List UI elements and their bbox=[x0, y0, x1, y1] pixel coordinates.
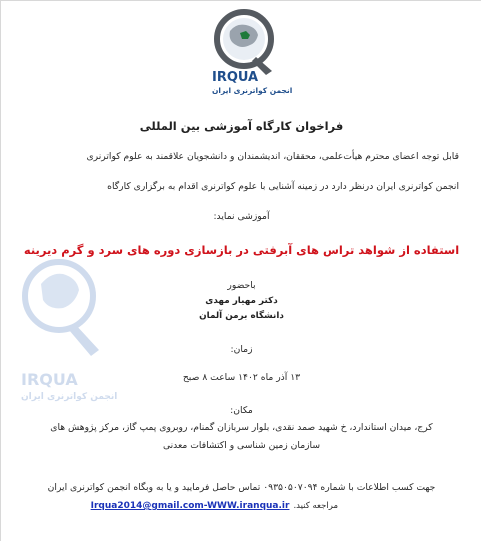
intro-line-1: قابل توجه اعضای محترم هیأت‌علمی، محققان، اندیشمندان و دانشجویان علاقمند به علوم کواترنری bbox=[86, 151, 459, 162]
workshop-title: استفاده از شواهد تراس های آبرفتی در بازسازی دوره های سرد و گرم دیرینه bbox=[23, 243, 460, 257]
watermark-abbr: IRQUA bbox=[21, 370, 78, 389]
presenter-affiliation: دانشگاه برمن آلمان bbox=[199, 311, 284, 321]
place-line-1: کرج، میدان استاندارد، خ شهید صمد نقدی، بلوار سربازان گمنام، روبروی پمپ گاز، مرکز پژوهش های bbox=[50, 422, 433, 433]
intro-line-2: انجمن کواترنری ایران درنظر دارد در زمینه آشنایی با علوم کواترنری اقدام به برگزاری کارگاه bbox=[107, 181, 459, 192]
irqua-logo bbox=[206, 9, 293, 103]
contact-line-1: جهت کسب اطلاعات با شماره ۰۹۳۵۰۵۰۷۰۹۴ تماس حاصل فرمایید و یا به وبگاه انجمن کواترنری ایران bbox=[47, 482, 436, 493]
intro-line-3: آموزشی نماید: bbox=[213, 211, 270, 222]
presenter-name: دکتر مهیار مهدی bbox=[205, 296, 278, 306]
document-title: فراخوان کارگاه آموزشی بین المللی bbox=[139, 119, 344, 133]
contact-line-2 bbox=[91, 501, 338, 511]
place-line-2: سازمان زمین شناسی و اکتشافات معدنی bbox=[162, 440, 321, 451]
contact-ref-label: مراجعه کنید. bbox=[293, 501, 338, 511]
place-label: مکان: bbox=[230, 405, 253, 416]
presence-label: باحضور bbox=[227, 280, 256, 291]
time-value: ۱۳ آذر ماه ۱۴۰۲ ساعت ۸ صبح bbox=[182, 372, 301, 383]
contact-email-link[interactable]: Irqua2014@gmail.com-WWW.iranqua.ir bbox=[90, 501, 290, 511]
watermark-name: انجمن کواترنری ایران bbox=[21, 392, 118, 402]
logo-name: انجمن کواترنری ایران bbox=[212, 86, 293, 95]
time-label: زمان: bbox=[230, 344, 253, 355]
logo-abbr: IRQUA bbox=[212, 70, 259, 85]
